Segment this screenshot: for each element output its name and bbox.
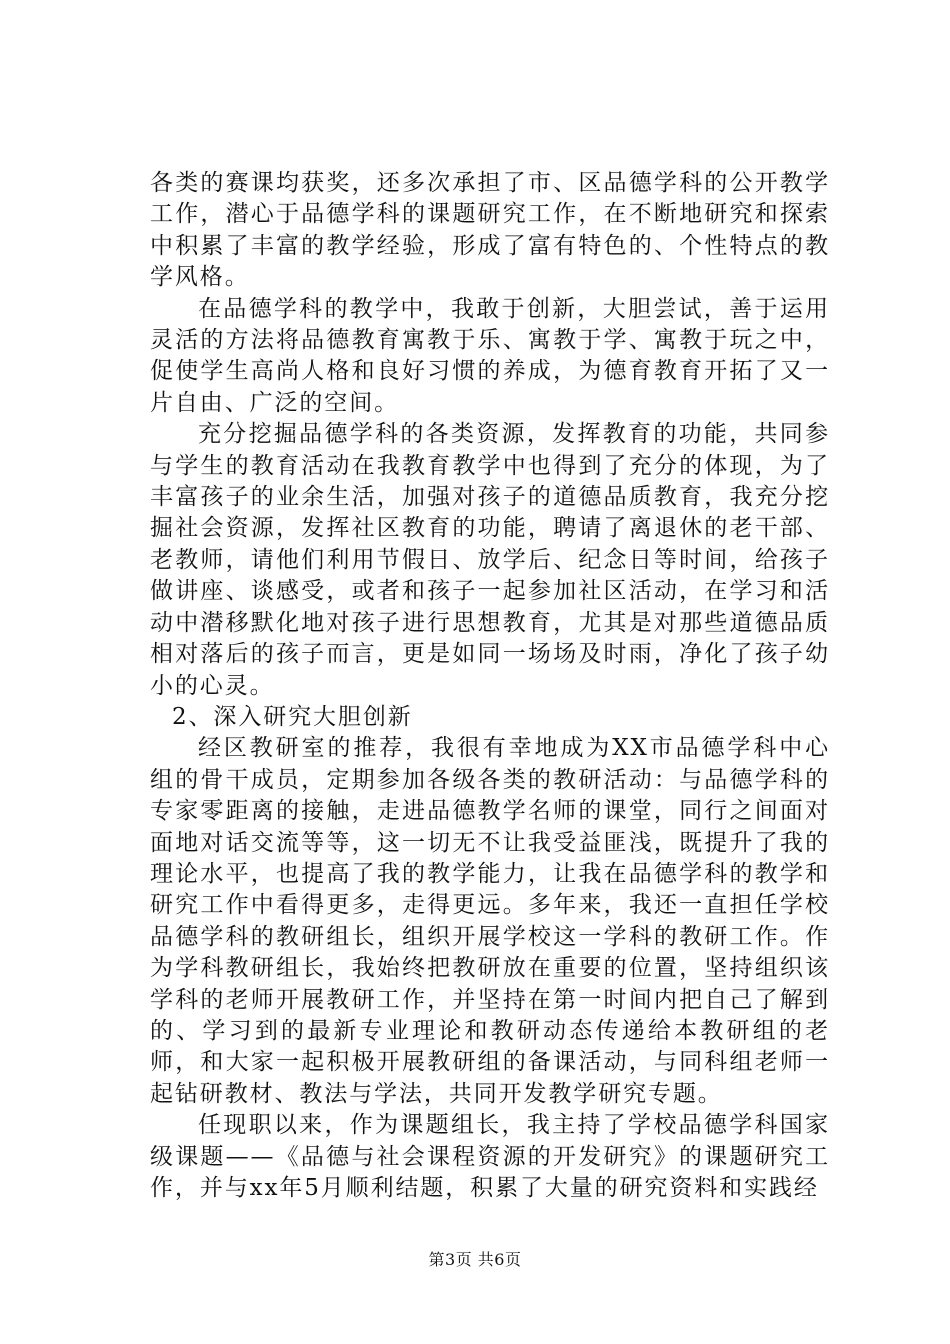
paragraph-continuation: 各类的赛课均获奖，还多次承担了市、区品德学科的公开教学工作，潜心于品德学科的课题研究工作，在不断地研究和探索中积累了丰富的教学经验，形成了富有特色的、个性特点的教学风格。: [150, 170, 830, 291]
paragraph-innovation: 在品德学科的教学中，我敢于创新，大胆尝试，善于运用灵活的方法将品德教育寓教于乐、寓教于学、寓教于玩之中，促使学生高尚人格和良好习惯的养成，为德育教育开拓了又一片自由、广泛的空间。: [150, 295, 830, 416]
document-body: [150, 168, 830, 1204]
page-number-footer: 第3页 共6页: [428, 1250, 522, 1269]
section-heading: 2、深入研究大胆创新: [172, 703, 413, 730]
paragraph-research: 经区教研室的推荐，我很有幸地成为XX市品德学科中心组的骨干成员，定期参加各级各类的教研活动：与品德学科的专家零距离的接触，走进品德教学名师的课堂，同行之间面对面地对话交流等等，这一切无不让我受益匪浅，既提升了我的理论水平，也提高了我的教学能力，让我在品德学科的教学和研究工作中看得更多，走得更远。多年来，我还一直担任学校品德学科的教研组长，组织开展学校这一学科的教研工作。作为学科教研组长，我始终把教研放在重要的位置，坚持组织该学科的老师开展教研工作，并坚持在第一时间内把自己了解到的、学习到的最新专业理论和教研动态传递给本教研组的老师，和大家一起积极开展教研组的备课活动，与同科组老师一起钻研教材、教法与学法，共同开发教学研究专题。: [150, 735, 830, 1107]
paragraph-project: 任现职以来，作为课题组长，我主持了学校品德学科国家级课题——《品德与社会课程资源的开发研究》的课题研究工作，并与xx年5月顺利结题，积累了大量的研究资料和实践经: [150, 1112, 830, 1201]
paragraph-resources: 充分挖掘品德学科的各类资源，发挥教育的功能，共同参与学生的教育活动在我教育教学中也得到了充分的体现，为了丰富孩子的业余生活，加强对孩子的道德品质教育，我充分挖掘社会资源，发挥社区教育的功能，聘请了离退休的老干部、老教师，请他们利用节假日、放学后、纪念日等时间，给孩子做讲座、谈感受，或者和孩子一起参加社区活动，在学习和活动中潜移默化地对孩子进行思想教育，尤其是对那些道德品质相对落后的孩子而言，更是如同一场场及时雨，净化了孩子幼小的心灵。: [150, 421, 830, 699]
